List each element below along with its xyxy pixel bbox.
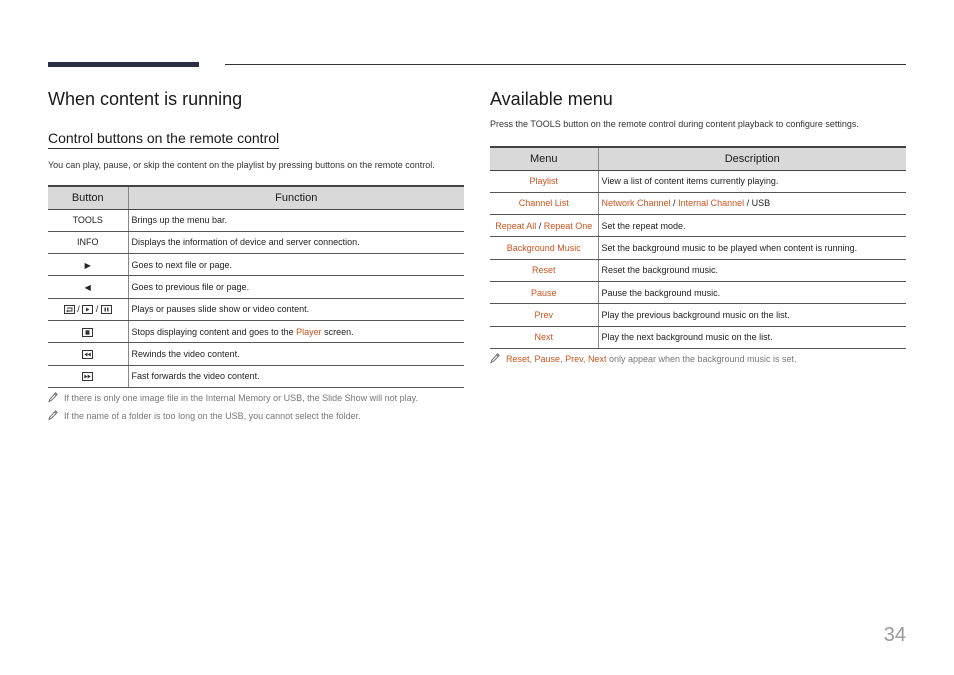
section-title: Available menu [490, 89, 613, 109]
stop-icon [82, 328, 93, 337]
button-cell: / / [48, 298, 128, 320]
description-cell: Play the next background music on the list. [598, 326, 906, 348]
button-cell [48, 320, 128, 342]
page-title: When content is running [48, 89, 243, 109]
function-cell: Fast forwards the video content. [128, 365, 464, 387]
note: Reset, Pause, Prev, Next only appear when the background music is set. [490, 353, 906, 365]
pause-icon [101, 305, 112, 314]
intro-text: You can play, pause, or skip the content on the playlist by pressing buttons on the remote control. [48, 160, 435, 170]
table-row [48, 254, 464, 276]
menu-cell: Channel List [490, 192, 598, 214]
repeat-icon [64, 305, 75, 314]
table-row [490, 304, 906, 326]
button-cell [48, 276, 128, 298]
remote-buttons-table [48, 185, 464, 388]
function-cell: Brings up the menu bar. [128, 209, 464, 231]
right-column [490, 88, 906, 365]
available-menu-table [490, 146, 906, 349]
note: If there is only one image file in the Internal Memory or USB, the Slide Show will not play. [48, 392, 464, 404]
menu-cell: Playlist [490, 170, 598, 192]
column-header-description: Description [598, 147, 906, 170]
button-cell [48, 254, 128, 276]
menu-cell: Next [490, 326, 598, 348]
header-bar-thick [48, 62, 199, 67]
intro-text: Press the TOOLS button on the remote control during content playback to configure settings. [490, 119, 859, 129]
function-cell: Goes to next file or page. [128, 254, 464, 276]
button-cell: TOOLS [48, 209, 128, 231]
player-link: Player [296, 326, 322, 337]
back-icon: ◀ [84, 283, 91, 293]
fast-forward-icon [82, 372, 93, 381]
table-row [48, 343, 464, 365]
button-cell: INFO [48, 231, 128, 253]
function-cell: Stops displaying content and goes to the Player screen. [128, 320, 464, 342]
description-cell: View a list of content items currently playing. [598, 170, 906, 192]
rewind-icon [82, 350, 93, 359]
note: If the name of a folder is too long on the USB, you cannot select the folder. [48, 410, 464, 422]
table-row [490, 237, 906, 259]
pencil-icon [490, 353, 500, 367]
menu-cell: Reset [490, 259, 598, 281]
table-row [490, 326, 906, 348]
table-row [48, 320, 464, 342]
table-row [490, 259, 906, 281]
menu-cell: Background Music [490, 237, 598, 259]
table-row [48, 231, 464, 253]
function-cell: Plays or pauses slide show or video content. [128, 298, 464, 320]
description-cell: Reset the background music. [598, 259, 906, 281]
description-cell: Pause the background music. [598, 281, 906, 303]
menu-cell: Pause [490, 281, 598, 303]
table-row [48, 209, 464, 231]
table-row [490, 170, 906, 192]
header-rule [225, 64, 906, 65]
button-cell [48, 365, 128, 387]
table-row [490, 192, 906, 214]
table-header-row [490, 147, 906, 170]
table-row [490, 215, 906, 237]
tools-key: TOOLS [530, 119, 561, 129]
column-header-function: Function [128, 186, 464, 209]
column-header-menu: Menu [490, 147, 598, 170]
function-cell: Displays the information of device and server connection. [128, 231, 464, 253]
page-number: 34 [883, 624, 906, 646]
play-icon [82, 305, 93, 314]
table-row [490, 281, 906, 303]
description-cell: Set the repeat mode. [598, 215, 906, 237]
menu-cell: Prev [490, 304, 598, 326]
description-cell: Network Channel / Internal Channel / USB [598, 192, 906, 214]
left-column [48, 88, 464, 422]
table-row [48, 365, 464, 387]
menu-cell: Repeat All / Repeat One [490, 215, 598, 237]
function-cell: Rewinds the video content. [128, 343, 464, 365]
section-subtitle: Control buttons on the remote control [48, 130, 279, 149]
play-icon: ▶ [84, 260, 91, 270]
description-cell: Play the previous background music on the list. [598, 304, 906, 326]
table-row [48, 298, 464, 320]
pencil-icon [48, 392, 58, 406]
function-cell: Goes to previous file or page. [128, 276, 464, 298]
table-header-row [48, 186, 464, 209]
pencil-icon [48, 410, 58, 424]
button-cell [48, 343, 128, 365]
column-header-button: Button [48, 186, 128, 209]
description-cell: Set the background music to be played when content is running. [598, 237, 906, 259]
table-row [48, 276, 464, 298]
